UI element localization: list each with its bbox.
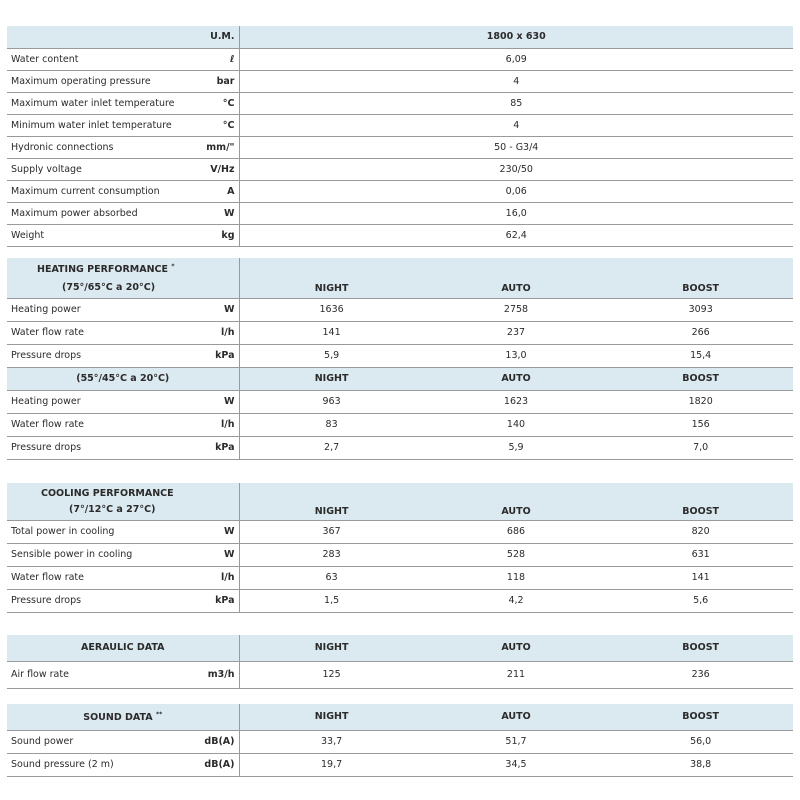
- table-row: Weight kg 62,4: [7, 224, 793, 246]
- sound-title: SOUND DATA: [83, 711, 153, 723]
- aeraulic-title: AERAULIC DATA: [7, 635, 239, 661]
- table-row: Water flow rate l/h 63 118 141: [7, 566, 793, 589]
- table-row: Hydronic connections mm/" 50 - G3/4: [7, 136, 793, 158]
- mode-boost: BOOST: [608, 258, 793, 298]
- section-subheader-row: (55°/45°C a 20°C) NIGHT AUTO BOOST: [7, 367, 793, 390]
- table-row: Sound power dB(A) 33,7 51,7 56,0: [7, 730, 793, 753]
- table-header-row: [7, 26, 793, 48]
- table-row: Pressure drops kPa 2,7 5,9 7,0: [7, 436, 793, 459]
- heating-condition-1: (75°/65°C a 20°C): [62, 281, 156, 293]
- table-row: Maximum power absorbed W 16,0: [7, 202, 793, 224]
- aeraulic-data-table: [7, 635, 793, 689]
- sound-data-table: [7, 704, 793, 777]
- um-header: U.M.: [197, 26, 239, 48]
- cooling-performance-table: [7, 483, 793, 613]
- cooling-condition: (7°/12°C a 27°C): [69, 503, 156, 515]
- table-row: Maximum operating pressure bar 4: [7, 70, 793, 92]
- table-row: Water flow rate l/h 83 140 156: [7, 413, 793, 436]
- mode-night: NIGHT: [239, 258, 424, 298]
- table-row: Water flow rate l/h 141 237 266: [7, 321, 793, 344]
- table-row: Sound pressure (2 m) dB(A) 19,7 34,5 38,8: [7, 753, 793, 776]
- table-row: Sensible power in cooling W 283 528 631: [7, 543, 793, 566]
- section-header-row: AERAULIC DATA NIGHT AUTO BOOST: [7, 635, 793, 661]
- heating-title-mark: *: [171, 262, 175, 270]
- table-row: Heating power W 963 1623 1820: [7, 390, 793, 413]
- table-row: Maximum current consumption A 0,06: [7, 180, 793, 202]
- model-header: 1800 x 630: [239, 26, 793, 48]
- heating-performance-table: [7, 258, 793, 460]
- section-header-row: [7, 258, 793, 298]
- mode-auto: AUTO: [424, 258, 609, 298]
- table-row: Supply voltage V/Hz 230/50: [7, 158, 793, 180]
- table-row: Pressure drops kPa 5,9 13,0 15,4: [7, 344, 793, 367]
- heating-condition-2: (55°/45°C a 20°C): [7, 367, 239, 390]
- general-data-table: [7, 26, 793, 247]
- section-header-row: COOLING PERFORMANCE (7°/12°C a 27°C) NIGHT AUTO BOOST: [7, 483, 793, 520]
- table-row: Total power in cooling W 367 686 820: [7, 520, 793, 543]
- heating-title: HEATING PERFORMANCE: [37, 263, 168, 275]
- section-header-row: SOUND DATA ** NIGHT AUTO BOOST: [7, 704, 793, 730]
- table-row: Minimum water inlet temperature °C 4: [7, 114, 793, 136]
- cooling-title: COOLING PERFORMANCE: [41, 487, 174, 499]
- table-row: Maximum water inlet temperature °C 85: [7, 92, 793, 114]
- table-row: Pressure drops kPa 1,5 4,2 5,6: [7, 589, 793, 612]
- table-row: Water content ℓ 6,09: [7, 48, 793, 70]
- sound-title-mark: **: [155, 710, 163, 718]
- table-row: Heating power W 1636 2758 3093: [7, 298, 793, 321]
- table-row: Air flow rate m3/h 125 211 236: [7, 661, 793, 688]
